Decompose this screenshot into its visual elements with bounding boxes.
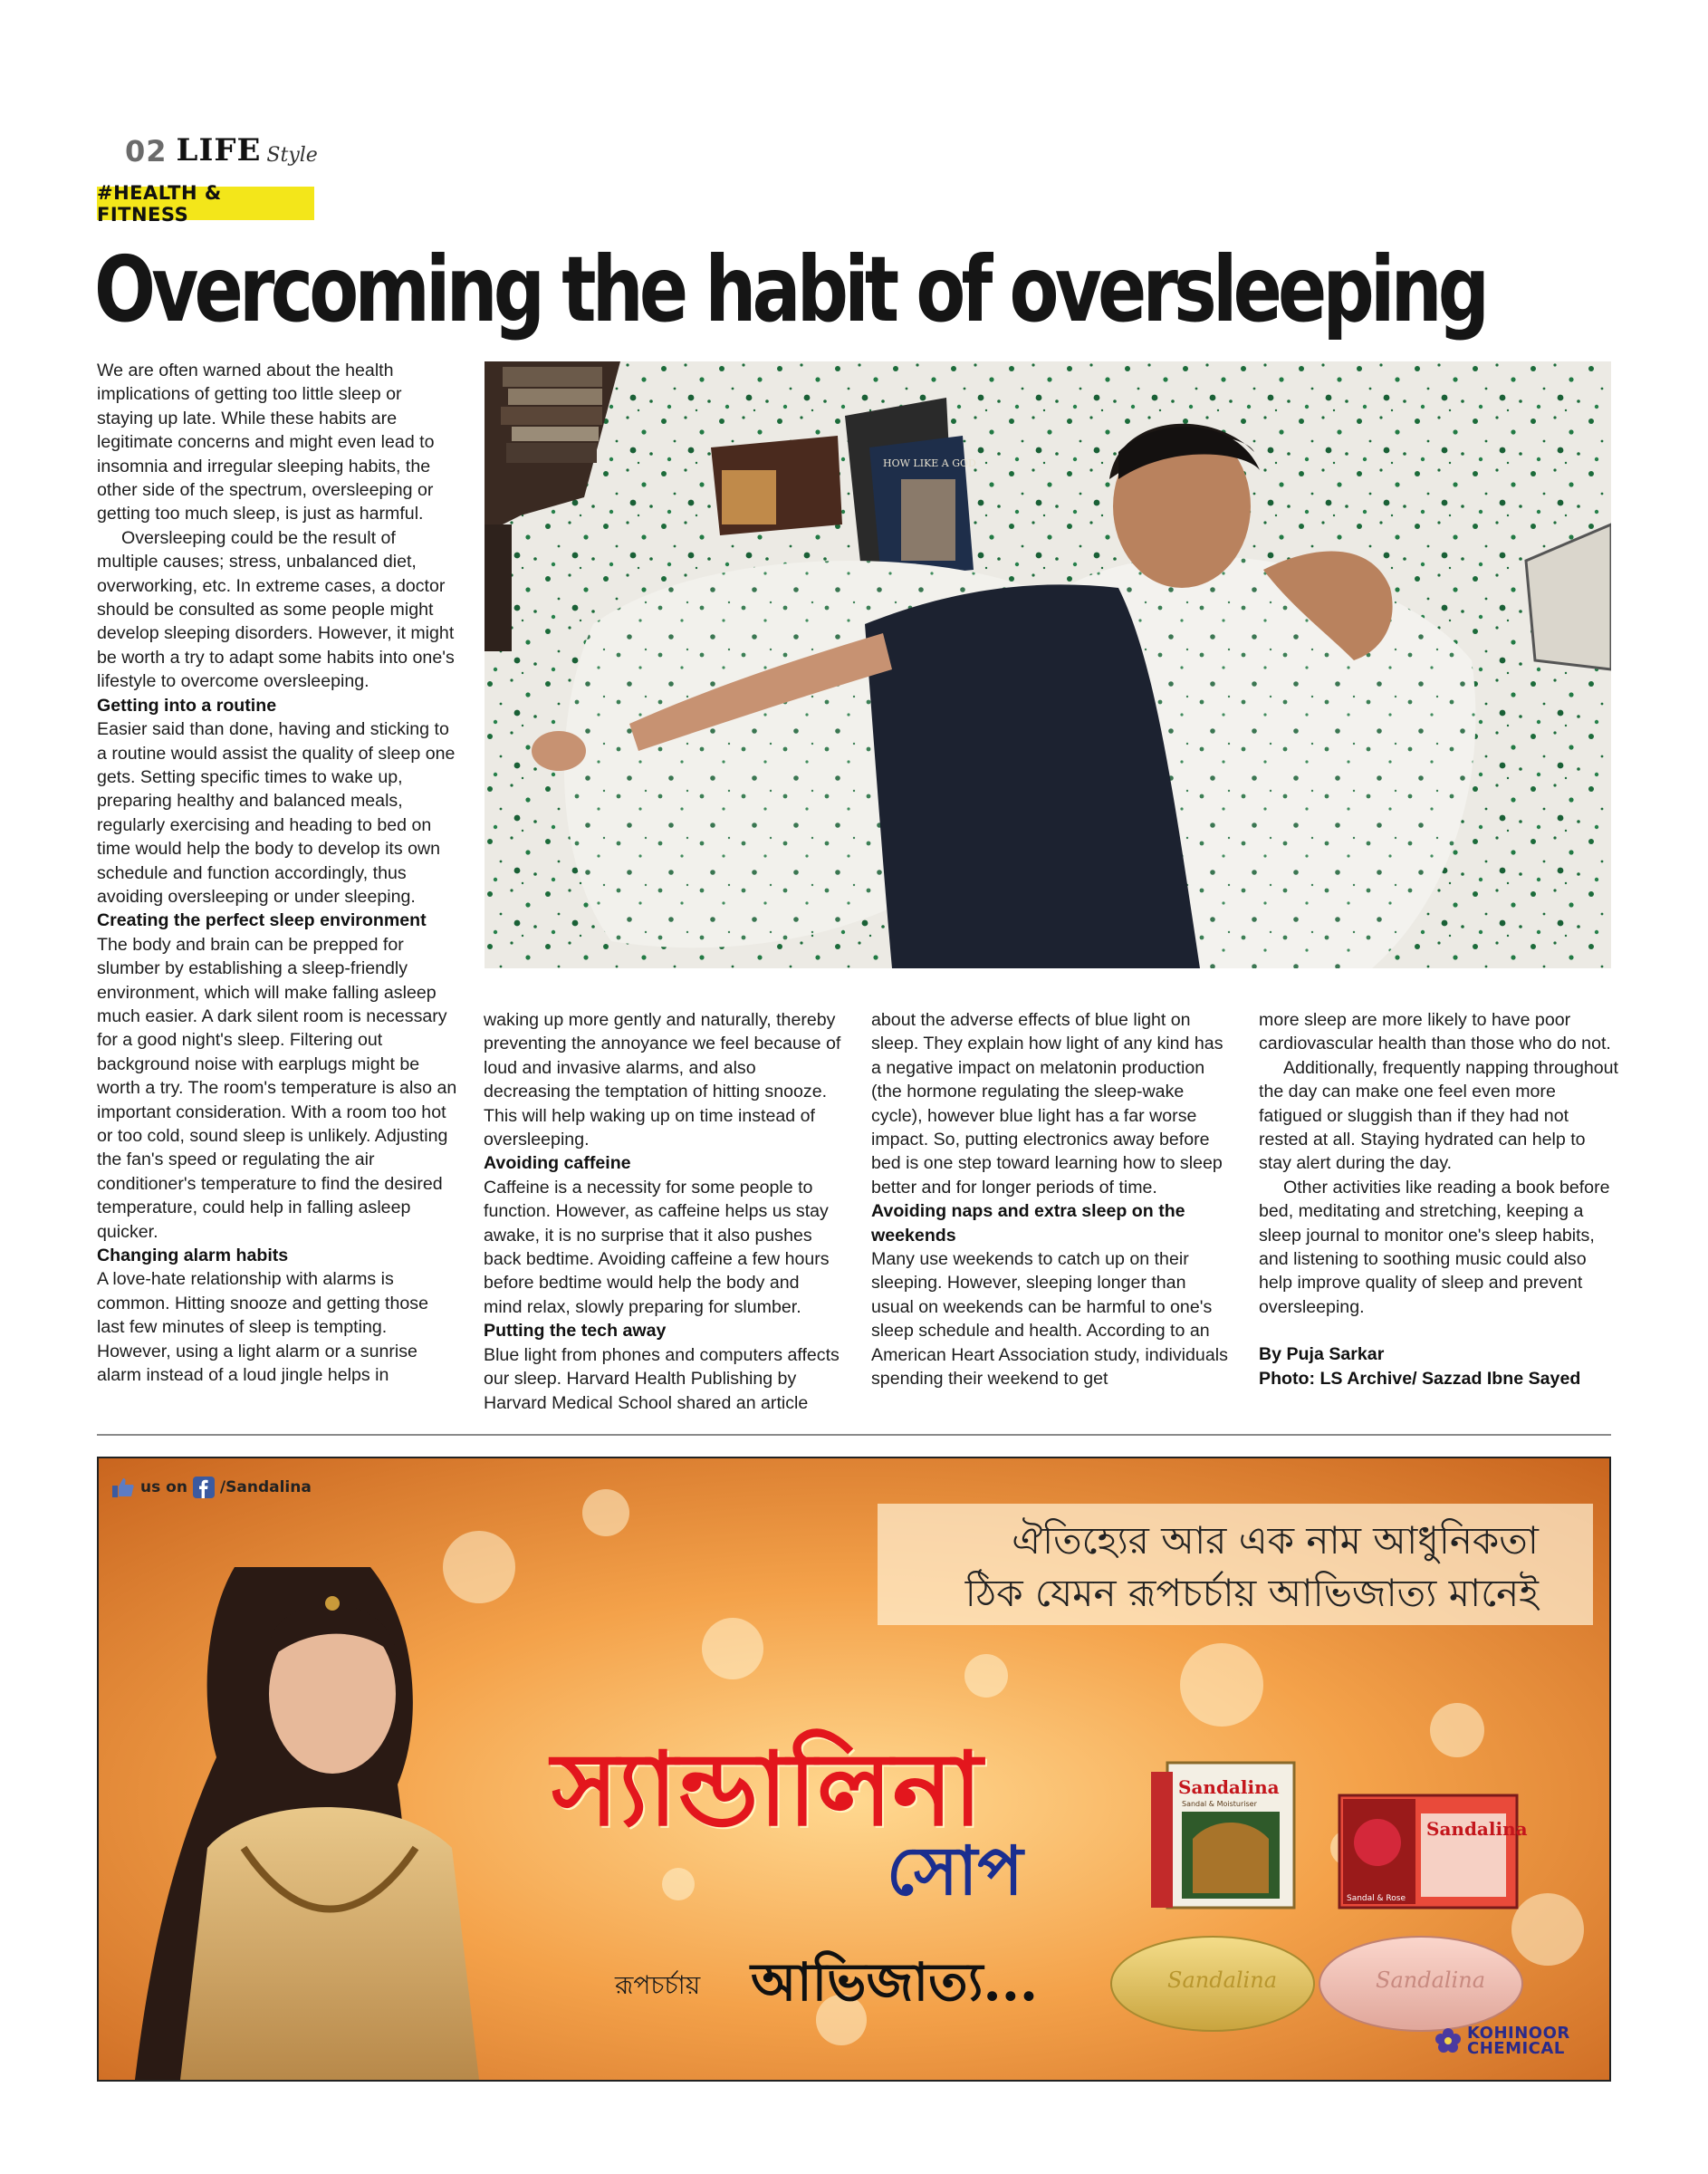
subheading: Creating the perfect sleep environment [97,910,427,931]
box-1-subtitle: Sandal & Moisturiser [1182,1800,1257,1808]
advertisement[interactable] [97,1457,1611,2082]
article-column-3 [871,1008,1230,1391]
page-number: 02 [125,134,168,168]
company-name-line-2: CHEMICAL [1467,2039,1565,2058]
facebook-icon [193,1477,215,1498]
paragraph: waking up more gently and naturally, thereby preventing the annoyance we feel because of loud and invasive alarms, and also decreasing the temptation of hitting snooze. This will help waking up on time instead of oversleeping. [484,1010,841,1150]
article-column-2 [484,1008,842,1415]
ad-slogan-prefix: রূপচর্চায় [615,1970,701,2000]
ad-product-type: সোপ [887,1833,1023,1910]
paragraph: A love-hate relationship with alarms is common. Hitting snooze and getting those last few minutes of sleep is tempting. However, using a light alarm or a sunrise alarm instead of a loud jingle helps in [97,1269,428,1386]
subheading: Avoiding naps and extra sleep on the weekends [871,1201,1185,1246]
ad-tagline-line-1: ঐতিহ্যের আর এক নাম আধুনিকতা [1012,1518,1539,1563]
flower-logo-icon [1435,2027,1462,2054]
divider [97,1434,1611,1436]
article-column-1 [97,359,457,1387]
box-2-subtitle: Sandal & Rose [1347,1894,1406,1903]
masthead [125,125,318,168]
ad-tagline-line-2: ঠিক যেমন রূপচর্চায় আভিজাত্য মানেই [964,1571,1539,1615]
byline: By Puja Sarkar [1259,1344,1385,1365]
article-photo [485,361,1611,968]
social-handle: /Sandalina [219,1478,312,1496]
paragraph: Easier said than done, having and sticking to a routine would assist the quality of sleep one gets. Setting specific times to wake up, preparing healthy and balanced meals, regularly exercising and heading to bed on time would help the body to develop its own schedule and function accordingly, thus avoiding oversleeping or under sleeping. [97,719,456,907]
paragraph: Other activities like reading a book before bed, meditating and stretching, keeping a sleep journal to monitor one's sleep habits, and listening to soothing music could also help improve quality of sleep and prevent oversleeping. [1259,1177,1610,1317]
company-name-line-1: KOHINOOR [1467,2024,1570,2043]
subheading: Getting into a routine [97,695,277,716]
paragraph: Caffeine is a necessity for some people to function. However, as caffeine helps us stay awake, it is no surprise that it also pushes back bedtime. Avoiding caffeine a few hours before bedtime would help the body and mind relax, slowly preparing for slumber. [484,1177,830,1317]
paragraph: We are often warned about the health implications of getting too little sleep or staying up late. While these habits are legitimate concerns and might even lead to insomnia and irregular sleeping habits, the other side of the spectrum, oversleeping or getting too much sleep, is just as harmful. [97,361,435,524]
article-column-4 [1259,1008,1619,1390]
paragraph: Additionally, frequently napping throughout the day can make one feel even more fatigued or sluggish than if they had not rested at all. Staying hydrated can help to stay alert during the day. [1259,1057,1619,1174]
social-link[interactable] [111,1477,312,1498]
subheading: Putting the tech away [484,1321,667,1342]
product-box-2 [1339,1795,1517,1908]
company-logo [1435,2025,1570,2056]
subheading: Changing alarm habits [97,1246,289,1266]
soap-1-embossed: Sandalina [1167,1967,1277,1993]
book-title: HOW LIKE A GOD [883,457,976,469]
paragraph: more sleep are more likely to have poor cardiovascular health than those who do not. [1259,1010,1611,1054]
paragraph: about the adverse effects of blue light on sleep. They explain how light of any kind has a negative impact on melatonin production (the hormone regulating the sleep-wake cycle), however blue light has a far worse impact. So, putting electronics away before bed is one step toward learning how to sleep better and for longer periods of time. [871,1010,1223,1198]
publication-logo-script: Style [266,144,318,167]
publication-logo: LIFE [176,132,262,168]
ad-brand-name: স্যান্ডালিনা [552,1730,983,1849]
social-like-label: us on [140,1478,187,1496]
photo-credit: Photo: LS Archive/ Sazzad Ibne Sayed [1259,1368,1581,1389]
box-1-name: Sandalina [1178,1776,1280,1798]
subheading: Avoiding caffeine [484,1153,631,1174]
paragraph: Many use weekends to catch up on their sleeping. However, sleeping longer than usual on weekends can be harmful to one's sleep schedule and health. According to an American Heart Association study, individuals spending their weekend to get [871,1249,1228,1390]
section-tag: #HEALTH & FITNESS [97,187,314,220]
thumbs-up-icon [111,1477,135,1498]
paragraph: The body and brain can be prepped for slumber by establishing a sleep-friendly environment, which will make falling asleep much easier. A dark silent room is necessary for a good night's sleep. Filtering out background noise with earplugs might be worth a try. The room's temperature is also an important consideration. With a room too hot or too cold, sound sleep is unlikely. Adjusting the fan's speed or regulating the air conditioner's temperature to find the desired temperature, could help in falling asleep quicker. [97,934,457,1242]
paragraph: Blue light from phones and computers affects our sleep. Harvard Health Publishing by Harvard Medical School shared an article [484,1344,840,1413]
headline: Overcoming the habit of oversleeping [94,236,1486,342]
soap-2-embossed: Sandalina [1376,1967,1485,1993]
ad-slogan: আভিজাত্য... [751,1951,1039,2013]
paragraph: Oversleeping could be the result of multiple causes; stress, unbalanced diet, overworking, etc. In extreme cases, a doctor should be consulted as some people might develop sleeping disorders. However, it might be worth a try to adapt some habits into one's lifestyle to overcome oversleeping. [97,527,455,692]
ad-tagline-banner [878,1504,1593,1625]
box-2-name: Sandalina [1426,1818,1528,1840]
